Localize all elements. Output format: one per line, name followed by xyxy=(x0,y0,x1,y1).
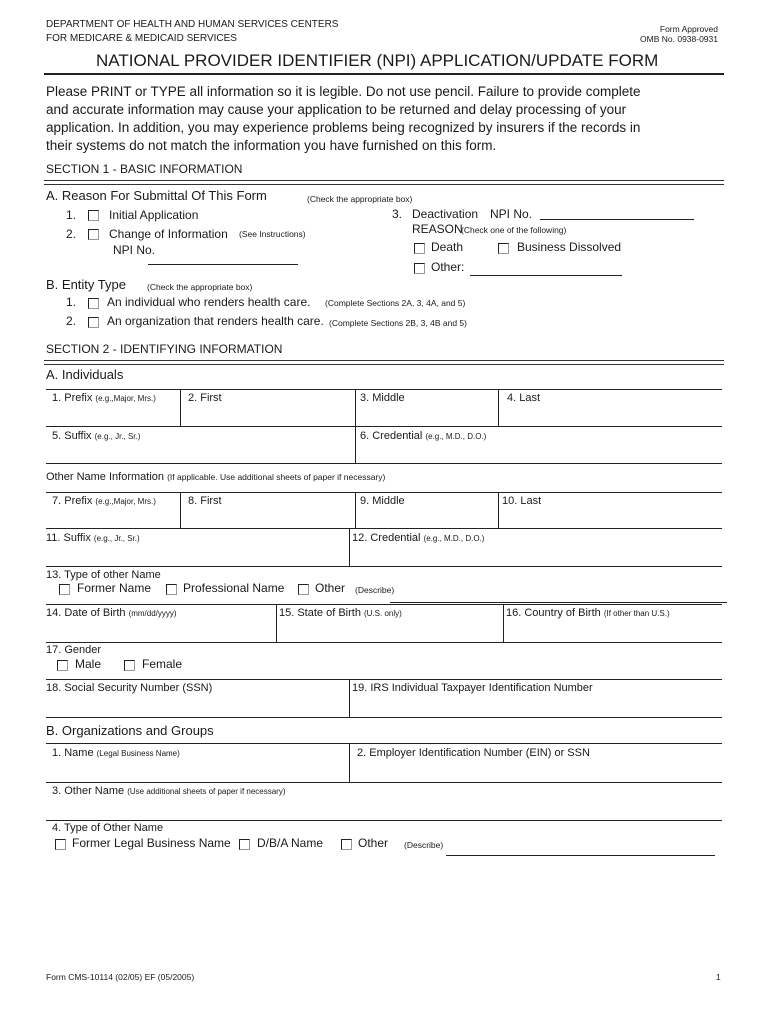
org-name-label: 1. Name xyxy=(52,747,94,759)
organization-entity-checkbox[interactable] xyxy=(88,317,99,328)
other-reason-input[interactable] xyxy=(470,275,622,276)
credential-12-note: (e.g., M.D., D.O.) xyxy=(423,534,485,543)
dba-name-label: D/B/A Name xyxy=(257,836,324,850)
professional-name-checkbox[interactable] xyxy=(166,584,177,595)
credential-12-field[interactable] xyxy=(352,532,484,544)
middle-name-field[interactable] xyxy=(360,392,405,404)
option-2-number: 2. xyxy=(66,227,77,241)
org-other-describe-input[interactable] xyxy=(446,855,715,856)
instructions xyxy=(46,83,718,155)
prefix-7-field[interactable] xyxy=(52,495,156,507)
suffix-11-label: 11. Suffix xyxy=(46,532,91,544)
reason-heading: A. Reason For Submittal Of This Form xyxy=(46,188,267,203)
grid-line xyxy=(46,463,722,464)
grid-line xyxy=(46,604,722,605)
prefix-7-label: 7. Prefix xyxy=(52,495,93,507)
death-checkbox[interactable] xyxy=(414,243,425,254)
grid-line xyxy=(46,820,722,821)
section-2-rule xyxy=(44,360,724,365)
grid-line xyxy=(498,389,499,426)
npi-number-label: NPI No. xyxy=(113,243,156,257)
other-name-info-label: Other Name Information xyxy=(46,471,164,483)
omb-number: OMB No. 0938-0931 xyxy=(640,34,718,44)
grid-line xyxy=(349,528,350,566)
last-name-field[interactable] xyxy=(507,392,540,404)
middle-label: 3. Middle xyxy=(360,392,405,404)
section-1-title: SECTION 1 - BASIC INFORMATION xyxy=(46,162,243,176)
organization-entity-label: An organization that renders health care. xyxy=(107,314,324,328)
org-other-label: Other xyxy=(358,836,389,850)
other-name-label: Other xyxy=(315,581,346,595)
organization-entity-note: (Complete Sections 2B, 3, 4B and 5) xyxy=(329,318,467,328)
grid-line xyxy=(46,642,722,643)
org-other-name-field[interactable] xyxy=(52,785,286,797)
dba-name-checkbox[interactable] xyxy=(239,839,250,850)
dob-label: 14. Date of Birth xyxy=(46,607,126,619)
deactivation-npi-label: NPI No. xyxy=(490,207,533,221)
grid-line xyxy=(276,604,277,642)
former-legal-name-label: Former Legal Business Name xyxy=(72,836,231,850)
entity-1-number: 1. xyxy=(66,295,77,309)
org-describe-note: (Describe) xyxy=(404,840,444,850)
country-of-birth-field[interactable] xyxy=(506,607,670,619)
agency-line-1: DEPARTMENT OF HEALTH AND HUMAN SERVICES CENTERS xyxy=(46,19,339,30)
reason-sub-note: (Check one of the following) xyxy=(461,225,567,235)
last-10-label: 10. Last xyxy=(502,495,542,507)
ein-label: 2. Employer Identification Number (EIN) or SSN xyxy=(357,747,590,759)
male-checkbox[interactable] xyxy=(57,660,68,671)
suffix-note: (e.g., Jr., Sr.) xyxy=(94,432,141,441)
prefix-field[interactable] xyxy=(52,392,156,404)
grid-line xyxy=(355,492,356,528)
first-name-field[interactable] xyxy=(188,392,222,404)
other-name-info-note: (If applicable. Use additional sheets of paper if necessary) xyxy=(167,472,386,482)
individual-entity-note: (Complete Sections 2A, 3, 4A, and 5) xyxy=(325,298,466,308)
grid-line xyxy=(355,389,356,463)
grid-line xyxy=(46,566,722,567)
agency-line-2: FOR MEDICARE & MEDICAID SERVICES xyxy=(46,33,237,44)
describe-note: (Describe) xyxy=(355,585,395,595)
type-other-name-label: 13. Type of other Name xyxy=(46,569,161,581)
org-other-checkbox[interactable] xyxy=(341,839,352,850)
credential-note: (e.g., M.D., D.O.) xyxy=(425,432,487,441)
grid-line xyxy=(46,426,722,427)
credential-12-label: 12. Credential xyxy=(352,532,421,544)
org-name-note: (Legal Business Name) xyxy=(96,749,180,758)
individual-entity-checkbox[interactable] xyxy=(88,298,99,309)
credential-label: 6. Credential xyxy=(360,430,423,442)
suffix-label: 5. Suffix xyxy=(52,430,92,442)
option-1-number: 1. xyxy=(66,208,77,222)
grid-line xyxy=(180,492,181,528)
ssn-field[interactable] xyxy=(46,682,212,694)
deactivation-npi-input[interactable] xyxy=(540,219,694,220)
form-title: NATIONAL PROVIDER IDENTIFIER (NPI) APPLICATION/UPDATE FORM xyxy=(96,51,659,70)
former-name-label: Former Name xyxy=(77,581,152,595)
first-8-label: 8. First xyxy=(188,495,222,507)
itin-field[interactable] xyxy=(352,682,593,694)
ssn-label: 18. Social Security Number (SSN) xyxy=(46,682,213,694)
business-dissolved-label: Business Dissolved xyxy=(517,240,622,254)
grid-line xyxy=(349,743,350,782)
individual-entity-label: An individual who renders health care. xyxy=(107,295,311,309)
suffix-11-field[interactable] xyxy=(46,532,140,544)
grid-line xyxy=(46,743,722,744)
grid-line xyxy=(46,492,722,493)
section-1-rule xyxy=(44,180,724,185)
state-of-birth-label: 15. State of Birth xyxy=(279,607,361,619)
suffix-field[interactable] xyxy=(52,430,140,442)
state-of-birth-note: (U.S. only) xyxy=(364,609,402,618)
first-label: 2. First xyxy=(188,392,222,404)
first-8-field[interactable] xyxy=(188,495,222,507)
org-name-field[interactable] xyxy=(52,747,180,759)
middle-9-label: 9. Middle xyxy=(360,495,405,507)
middle-9-field[interactable] xyxy=(360,495,405,507)
page-number: 1 xyxy=(716,972,721,982)
country-of-birth-note: (If other than U.S.) xyxy=(603,609,670,618)
initial-application-checkbox[interactable] xyxy=(88,210,99,221)
professional-name-label: Professional Name xyxy=(183,581,285,595)
prefix-7-note: (e.g.,Major, Mrs.) xyxy=(95,497,156,506)
country-of-birth-label: 16. Country of Birth xyxy=(506,607,601,619)
grid-line xyxy=(46,782,722,783)
initial-application-label: Initial Application xyxy=(109,208,199,222)
instruction-line: their systems do not match the information you have furnished on this form. xyxy=(46,138,497,153)
former-legal-name-checkbox[interactable] xyxy=(55,839,66,850)
approval-line-1: Form Approved xyxy=(659,24,718,34)
grid-line xyxy=(349,679,350,717)
org-type-other-label: 4. Type of Other Name xyxy=(52,822,164,834)
instruction-line: application. In addition, you may experience problems being recognized by insurers if the records in xyxy=(46,120,641,135)
grid-line xyxy=(46,717,722,718)
grid-line xyxy=(46,528,722,529)
instruction-line: Please PRINT or TYPE all information so it is legible. Do not use pencil. Failure to provide complete xyxy=(46,84,641,99)
last-10-field[interactable] xyxy=(502,495,541,507)
reason-label: REASON xyxy=(412,222,463,236)
change-of-information-label: Change of Information xyxy=(109,227,228,241)
reason-note: (Check the appropriate box) xyxy=(307,194,413,204)
option-3-number: 3. xyxy=(392,207,403,221)
other-name-info xyxy=(46,471,385,483)
gender-label: 17. Gender xyxy=(46,644,102,656)
last-label: 4. Last xyxy=(507,392,541,404)
grid-line xyxy=(180,389,181,426)
organizations-heading: B. Organizations and Groups xyxy=(46,723,214,738)
credential-field[interactable] xyxy=(360,430,486,442)
other-name-checkbox[interactable] xyxy=(298,584,309,595)
deactivation-label: Deactivation xyxy=(412,207,479,221)
ein-field[interactable] xyxy=(357,747,590,759)
grid-line xyxy=(498,492,499,528)
suffix-11-note: (e.g., Jr., Sr.) xyxy=(93,534,140,543)
org-other-name-label: 3. Other Name xyxy=(52,785,125,797)
other-reason-checkbox[interactable] xyxy=(414,263,425,274)
change-of-information-checkbox[interactable] xyxy=(88,229,99,240)
see-instructions-note: (See Instructions) xyxy=(239,229,306,239)
dob-note: (mm/dd/yyyy) xyxy=(128,609,177,618)
prefix-note: (e.g.,Major, Mrs.) xyxy=(95,394,156,403)
grid-line xyxy=(46,389,722,390)
form-id: Form CMS-10114 (02/05) EF (05/2005) xyxy=(46,972,195,982)
entity-type-heading: B. Entity Type xyxy=(46,277,126,292)
title-rule xyxy=(44,73,724,75)
female-label: Female xyxy=(142,657,183,671)
section-2-title: SECTION 2 - IDENTIFYING INFORMATION xyxy=(46,342,283,356)
org-other-name-note: (Use additional sheets of paper if necessary) xyxy=(127,787,286,796)
business-dissolved-checkbox[interactable] xyxy=(498,243,509,254)
death-label: Death xyxy=(431,240,464,254)
prefix-label: 1. Prefix xyxy=(52,392,93,404)
female-checkbox[interactable] xyxy=(124,660,135,671)
individuals-heading: A. Individuals xyxy=(46,367,124,382)
other-reason-label: Other: xyxy=(431,260,465,274)
dob-field[interactable] xyxy=(46,607,177,619)
grid-line xyxy=(503,604,504,642)
other-name-describe-input[interactable] xyxy=(390,602,727,603)
itin-label: 19. IRS Individual Taxpayer Identification Number xyxy=(352,682,593,694)
grid-line xyxy=(46,679,722,680)
instruction-line: and accurate information may cause your application to be returned and delay processing of your xyxy=(46,102,627,117)
male-label: Male xyxy=(75,657,102,671)
entity-type-note: (Check the appropriate box) xyxy=(147,282,253,292)
former-name-checkbox[interactable] xyxy=(59,584,70,595)
entity-2-number: 2. xyxy=(66,314,77,328)
npi-number-input[interactable] xyxy=(148,264,298,265)
state-of-birth-field[interactable] xyxy=(279,607,402,619)
